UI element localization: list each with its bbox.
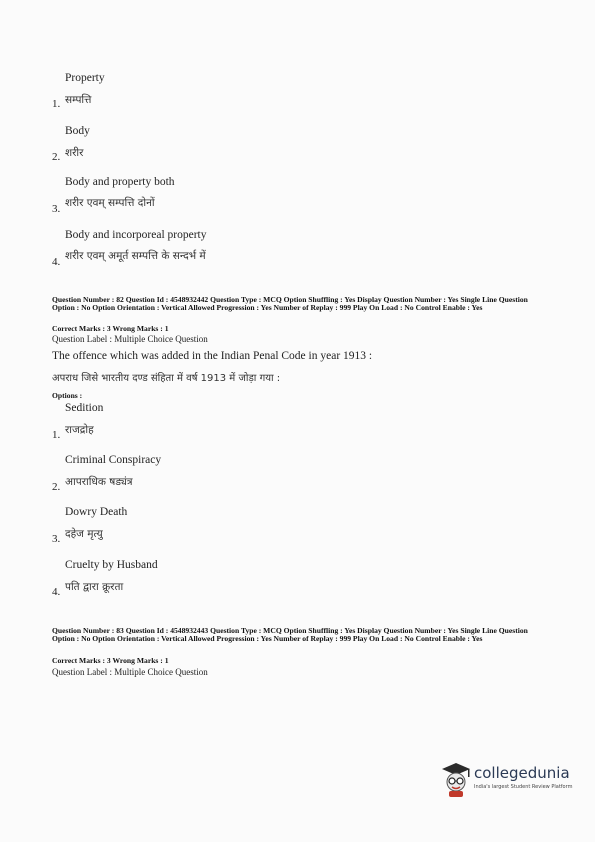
option-number: 1. <box>52 98 61 110</box>
option-number: 1. <box>52 429 61 441</box>
logo-tagline: India's largest Student Review Platform <box>474 784 573 790</box>
collegedunia-logo <box>440 760 580 800</box>
option-text-hi: दहेज मृत्यु <box>65 528 103 540</box>
option-text-en: Cruelty by Husband <box>65 559 158 571</box>
option-number: 2. <box>52 481 61 493</box>
question-82-meta: Question Number : 82 Question Id : 4548932442 Question Type : MCQ Option Shuffling : Yes Display Question Number : Yes Single Line Question Option : No Option Orientation : Vertical Allowed Progression : Yes Number of Replay : 999 Play On Load : No Control Enable : Yes <box>52 295 528 313</box>
question-82-marks: Correct Marks : 3 Wrong Marks : 1 <box>52 324 169 333</box>
option-text-en: Sedition <box>65 402 104 414</box>
option-text-hi: शरीर एवम् अमूर्त सम्पत्ति के सन्दर्भ में <box>65 250 206 262</box>
option-text-hi: राजद्रोह <box>65 424 94 436</box>
option-number: 4. <box>52 256 61 268</box>
logo-wordmark: collegedunia <box>474 764 570 782</box>
question-83-label: Question Label : Multiple Choice Question <box>52 667 208 677</box>
question-82-text-hi: अपराध जिसे भारतीय दण्ड संहिता में वर्ष 1913 में जोड़ा गया : <box>52 373 281 384</box>
option-text-en: Body and incorporeal property <box>65 229 207 241</box>
option-text-hi: पति द्वारा क्रूरता <box>65 581 124 593</box>
option-number: 4. <box>52 586 61 598</box>
option-text-hi: शरीर एवम् सम्पत्ति दोनों <box>65 197 155 209</box>
option-number: 2. <box>52 151 61 163</box>
question-82-label: Question Label : Multiple Choice Question <box>52 334 208 344</box>
option-text-en: Dowry Death <box>65 506 128 518</box>
option-text-hi: आपराधिक षड्यंत्र <box>65 476 133 488</box>
question-82-options-label: Options : <box>52 391 83 400</box>
option-text-en: Body <box>65 125 90 137</box>
option-text-hi: शरीर <box>65 147 84 159</box>
option-text-en: Body and property both <box>65 176 175 188</box>
option-number: 3. <box>52 203 61 215</box>
option-text-en: Criminal Conspiracy <box>65 454 162 466</box>
question-82-text-en: The offence which was added in the Indian Penal Code in year 1913 : <box>52 350 373 362</box>
option-number: 3. <box>52 533 61 545</box>
question-83-marks: Correct Marks : 3 Wrong Marks : 1 <box>52 656 169 665</box>
option-text-en: Property <box>65 72 105 84</box>
question-83-meta: Question Number : 83 Question Id : 4548932443 Question Type : MCQ Option Shuffling : Yes Display Question Number : Yes Single Line Question Option : No Option Orientation : Vertical Allowed Progression : Yes Number of Replay : 999 Play On Load : No Control Enable : Yes <box>52 626 528 644</box>
option-text-hi: सम्पत्ति <box>65 94 92 106</box>
graduate-mascot-icon <box>440 760 472 798</box>
